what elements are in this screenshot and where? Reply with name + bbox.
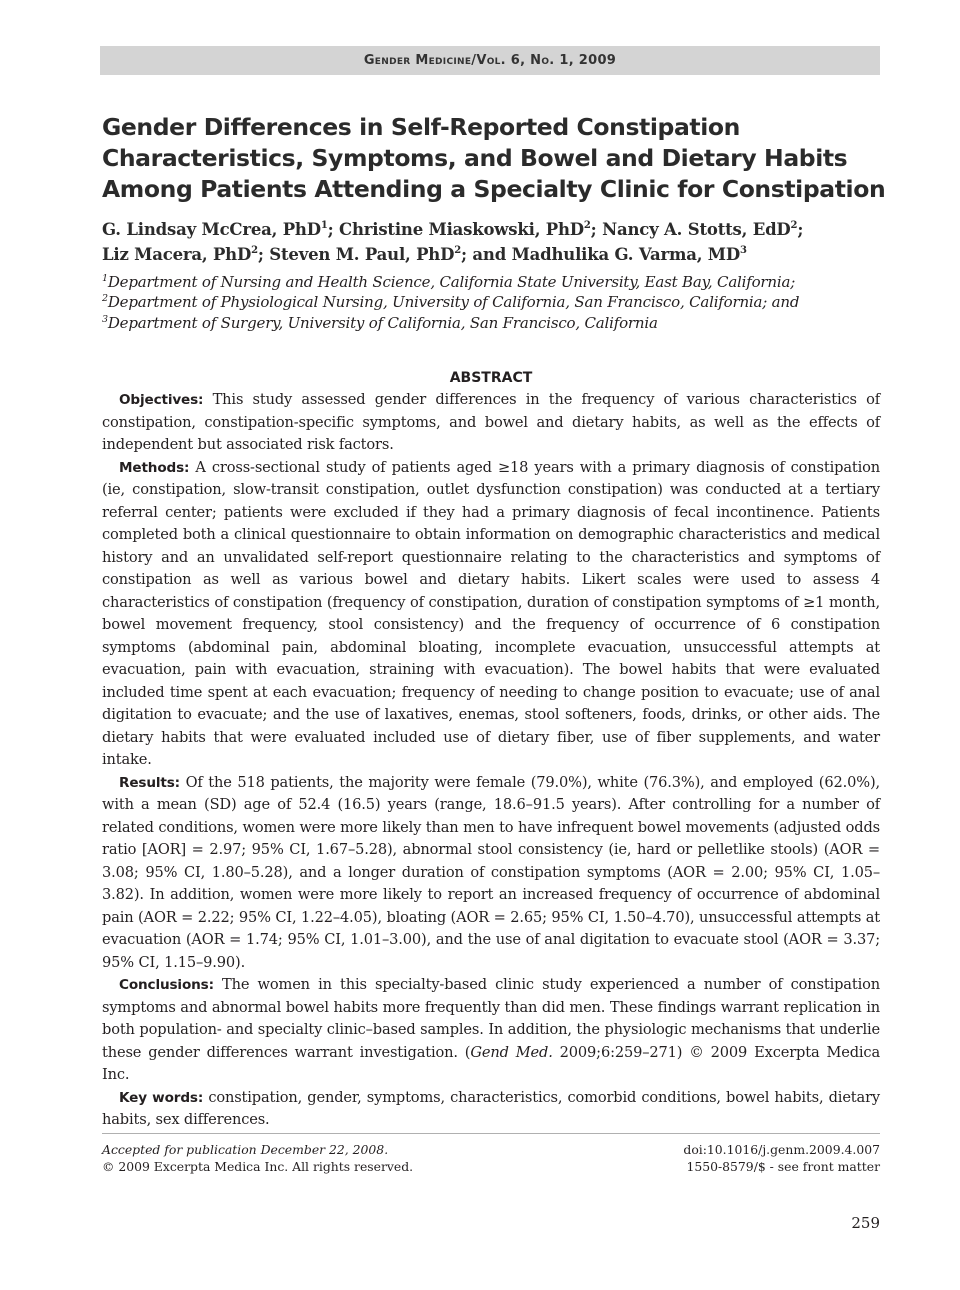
affiliation: Department of Surgery, University of California, San Francisco, California <box>107 313 658 332</box>
author-separator: ; <box>590 220 603 239</box>
author-list <box>102 217 892 267</box>
author-affiliation-mark: 2 <box>790 219 798 231</box>
abstract-body <box>102 389 880 1132</box>
affiliation-mark: 3 <box>102 313 108 325</box>
author: G. Lindsay McCrea, PhD <box>102 220 321 239</box>
author: Madhulika G. Varma, MD <box>511 245 740 264</box>
affiliation-mark: 2 <box>102 293 108 305</box>
citation-details: 2009;6:259–271) © 2009 Excerpta Medica Inc. <box>102 1043 881 1083</box>
section-text: This study assessed gender differences in the frequency of various characteristics of constipation, constipation-specific symptoms, and bowel and dietary habits, as well as the effects of independent but associated risk factors. <box>102 391 880 453</box>
author-affiliation-mark: 3 <box>739 244 747 256</box>
issn: 1550-8579/$ - see front matter <box>686 1159 880 1174</box>
accepted-date: Accepted for publication December 22, 2008. <box>102 1142 389 1157</box>
abstract-keywords <box>102 1087 880 1132</box>
author-affiliation-mark: 2 <box>583 219 591 231</box>
copyright-notice: © 2009 Excerpta Medica Inc. All rights reserved. <box>102 1159 414 1174</box>
footer-divider <box>102 1133 880 1134</box>
author-affiliation-mark: 1 <box>320 219 328 231</box>
author-separator: ; <box>327 220 340 239</box>
abstract-heading: ABSTRACT <box>449 370 533 386</box>
section-text: Of the 518 patients, the majority were female (79.0%), white (76.3%), and employed (62.0%), with a mean (SD) age of 52.4 (16.5) years (range, 18.6–91.5 years). After controlling for a number of related conditions, women were more likely than men to have infrequent bowel movements (adjusted odds ratio [AOR] = 2.97; 95% CI, 1.67–5.28), abnormal stool consistency (ie, hard or pelletlike stools) (AOR = 3.08; 95% CI, 1.80–5.28), and a longer duration of constipation symptoms (AOR = 2.00; 95% CI, 1.05–3.82). In addition, women were more likely to report an increased frequency of occurrence of abdominal pain (AOR = 2.22; 95% CI, 1.22–4.05), bloating (AOR = 2.65; 95% CI, 1.50–4.70), unsuccessful attempts at evacuation (AOR = 1.74; 95% CI, 1.01–3.00), and the use of anal digitation to evacuate stool (AOR = 3.37; 95% CI, 1.15–9.90). <box>102 773 880 971</box>
author: Steven M. Paul, PhD <box>269 245 455 264</box>
affiliation: Department of Nursing and Health Science, California State University, East Bay, California; <box>107 273 796 291</box>
section-text: A cross-sectional study of patients aged ≥18 years with a primary diagnosis of constipation (ie, constipation, slow-transit constipation, outlet dysfunction constipation) was conducted at a tertiary referral center; patients were excluded if they had a primary diagnosis of fecal incontinence. Patients completed both a clinical questionnaire to obtain information on demographic characteristics and medical history and an unvalidated self-report questionnaire relating to the characteristics and symptoms of constipation as well as various bowel and dietary habits. Likert scales were used to assess 4 characteristics of constipation (frequency of constipation, duration of constipation symptoms of ≥1 month, bowel movement frequency, stool consistency) and the frequency of occurrence of 6 constipation symptoms (abdominal pain, abdominal bloating, incomplete evacuation, unsuccessful attempts at evacuation, pain with evacuation, straining with evacuation). The bowel habits that were evaluated included time spent at each evacuation; frequency of needing to change position to evacuate; use of anal digitation to evacuate; and the use of laxatives, enemas, stool softeners, foods, drinks, or other aids. The dietary habits that were evaluated included use of dietary fiber, use of fiber supplements, and water intake. <box>102 458 880 768</box>
author: Liz Macera, PhD <box>102 245 252 264</box>
author-affiliation-mark: 2 <box>251 244 258 256</box>
section-text: constipation, gender, symptoms, characteristics, comorbid conditions, bowel habits, dietary habits, sex differences. <box>102 1088 880 1128</box>
footer-left <box>102 1141 413 1175</box>
citation-journal: Gend Med. <box>470 1043 553 1061</box>
author-separator: ; <box>797 220 804 239</box>
abstract-objectives <box>102 389 880 457</box>
author-separator: ; <box>257 245 270 264</box>
abstract-results <box>102 772 880 975</box>
affiliation: Department of Physiological Nursing, University of California, San Francisco, California; and <box>107 293 800 312</box>
section-label: Objectives: <box>119 392 204 408</box>
journal-header-bar <box>100 46 880 75</box>
author: Christine Miaskowski, PhD <box>339 220 584 239</box>
affiliation-mark: 1 <box>102 273 108 284</box>
page-number: 259 <box>851 1214 880 1232</box>
journal-citation: Gender Medicine/Vol. 6, No. 1, 2009 <box>363 53 617 68</box>
section-text: The women in this specialty-based clinic study experienced a number of constipation symptoms and abnormal bowel habits more frequently than did men. These findings warrant replication in both population- and specialty clinic–based samples. In addition, the physiologic mechanisms that underlie these gender differences warrant investigation. ( <box>102 976 880 1061</box>
abstract-methods <box>102 457 880 772</box>
abstract-conclusions <box>102 974 880 1087</box>
section-label: Key words: <box>119 1089 204 1106</box>
article-title: Gender Differences in Self-Reported Constipation Characteristics, Symptoms, and Bowel and Dietary Habits Among Patients Attending a Specialty Clinic for Constipation <box>102 113 886 203</box>
section-label: Methods: <box>119 459 190 476</box>
section-label: Conclusions: <box>119 977 214 993</box>
doi: doi:10.1016/j.genm.2009.4.007 <box>683 1142 880 1157</box>
author-affiliation-mark: 2 <box>454 244 461 256</box>
author-separator: ; and <box>460 245 512 264</box>
author: Nancy A. Stotts, EdD <box>602 220 791 239</box>
section-label: Results: <box>119 774 180 791</box>
affiliations <box>102 272 892 333</box>
footer-right <box>683 1141 880 1175</box>
